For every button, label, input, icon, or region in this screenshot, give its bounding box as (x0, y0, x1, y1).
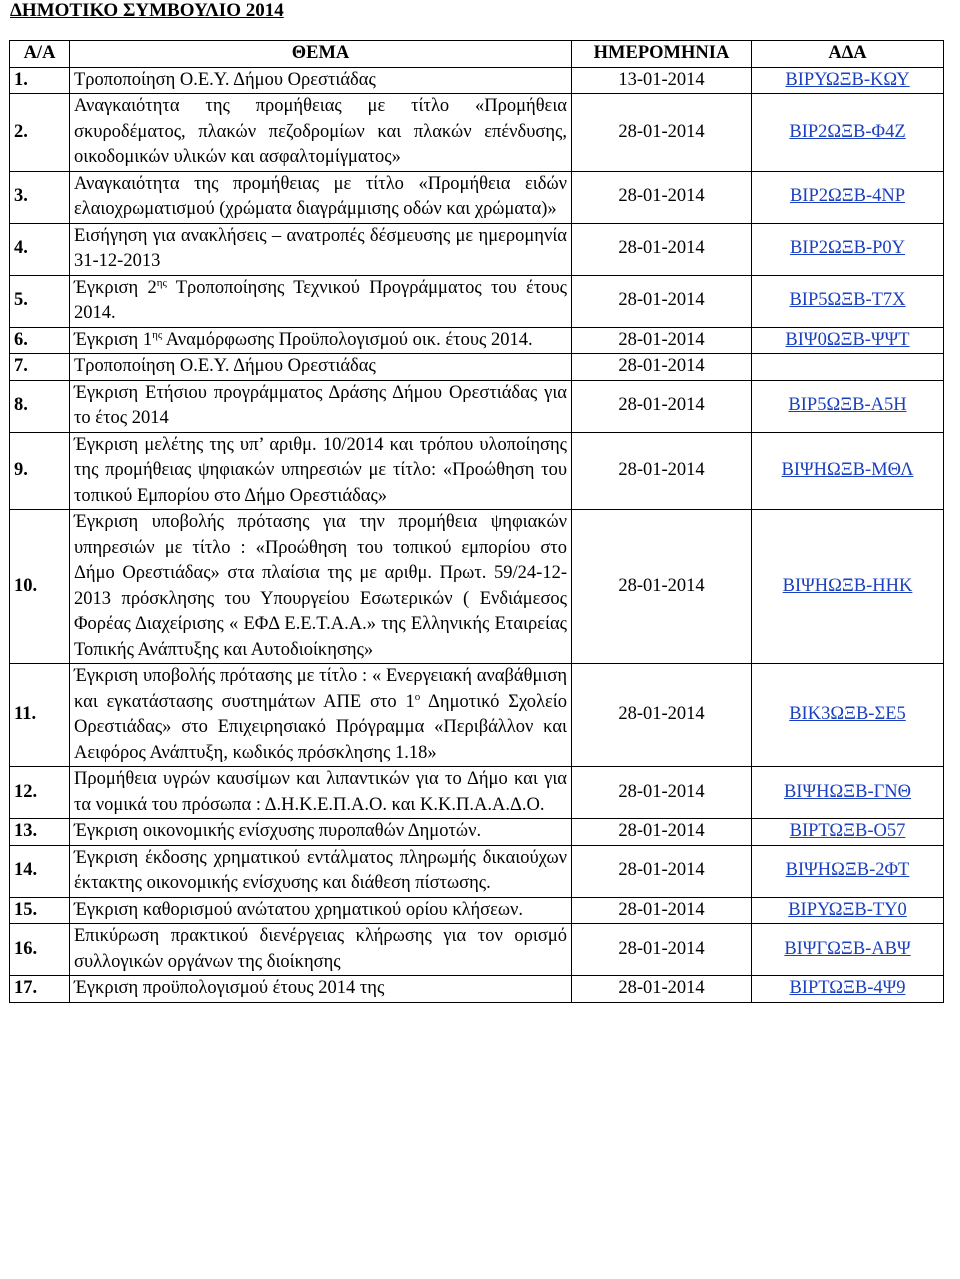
table-row (10, 510, 944, 664)
row-number: 11. (10, 664, 70, 767)
ada-link[interactable]: ΒΙΡΤΩΞΒ-Ο57 (789, 821, 906, 841)
table-row (10, 819, 944, 846)
row-number: 16. (10, 924, 70, 976)
row-number: 12. (10, 767, 70, 819)
row-date: 28-01-2014 (572, 94, 752, 172)
agenda-table (9, 40, 944, 1003)
ada-link[interactable]: ΒΙΨ0ΩΞΒ-ΨΨΤ (785, 329, 910, 350)
row-number: 14. (10, 845, 70, 897)
header-date: ΗΜΕΡΟΜΗΝΙΑ (572, 41, 752, 68)
table-row (10, 171, 944, 223)
row-number: 13. (10, 819, 70, 846)
row-ada-cell (752, 380, 944, 432)
row-number: 7. (10, 354, 70, 381)
topic-text: Τροποποίησης Τεχνικού Προγράμματος του έτους 2014. (74, 277, 567, 323)
table-row (10, 223, 944, 275)
topic-text: Έγκριση υποβολής πρότασης με τίτλο : « Ενεργειακή αναβάθμιση και εγκατάστασης συστημάτων ΑΠΕ στο 1 (74, 666, 567, 712)
ordinal-suffix: ο (414, 690, 421, 703)
row-ada-cell (752, 819, 944, 846)
ada-link[interactable]: ΒΙΨΗΩΞΒ-ΜΘΛ (781, 460, 914, 480)
row-topic: Εισήγηση για ανακλήσεις – ανατροπές δέσμευσης με ημερομηνία 31-12-2013 (70, 223, 572, 275)
row-topic: Έγκριση μελέτης της υπ’ αριθμ. 10/2014 και τρόπου υλοποίησης της προμήθειας ψηφιακών υπηρεσιών με τίτλο: «Προώθηση του τοπικού Εμπορίου στο Δήμο Ορεστιάδας» (70, 432, 572, 510)
row-date: 28-01-2014 (572, 223, 752, 275)
table-row (10, 275, 944, 327)
row-ada-cell (752, 275, 944, 327)
row-date: 28-01-2014 (572, 380, 752, 432)
row-ada-cell (752, 171, 944, 223)
ordinal-suffix: ης (152, 328, 163, 341)
ada-link[interactable]: ΒΙΚ3ΩΞΒ-ΣΕ5 (789, 704, 906, 725)
ada-link[interactable]: ΒΙΡ5ΩΞΒ-Τ7Χ (789, 290, 906, 311)
topic-text: Αναμόρφωσης Προϋπολογισμού οικ. έτους 2014. (162, 329, 533, 350)
ordinal-suffix: ης (156, 276, 167, 289)
row-date: 28-01-2014 (572, 819, 752, 846)
table-row (10, 432, 944, 510)
ada-link[interactable]: ΒΙΡ5ΩΞΒ-Α5Η (788, 395, 907, 416)
row-ada-cell (752, 510, 944, 664)
row-date: 28-01-2014 (572, 924, 752, 976)
row-ada-cell (752, 897, 944, 924)
row-ada-cell (752, 845, 944, 897)
row-date: 28-01-2014 (572, 845, 752, 897)
row-topic: Επικύρωση πρακτικού διενέργειας κλήρωσης για τον ορισμό συλλογικών οργάνων της διοίκησης (70, 924, 572, 976)
ada-link[interactable]: ΒΙΨΗΩΞΒ-2ΦΤ (785, 860, 910, 881)
table-row (10, 664, 944, 767)
row-number: 4. (10, 223, 70, 275)
row-topic (70, 275, 572, 327)
row-number: 15. (10, 897, 70, 924)
row-topic: Έγκριση οικονομικής ενίσχυσης πυροπαθών Δημοτών. (70, 819, 572, 846)
topic-text: Έγκριση 2 (74, 277, 157, 298)
ada-link[interactable]: ΒΙΨΗΩΞΒ-ΗΗΚ (782, 575, 913, 596)
header-aa: Α/Α (10, 41, 70, 68)
row-date: 28-01-2014 (572, 767, 752, 819)
row-number: 2. (10, 94, 70, 172)
row-ada-cell (752, 327, 944, 354)
table-row (10, 897, 944, 924)
row-date: 28-01-2014 (572, 432, 752, 510)
row-topic: Έγκριση καθορισμού ανώτατου χρηματικού ορίου κλήσεων. (70, 897, 572, 924)
row-topic: Έγκριση υποβολής πρότασης για την προμήθεια ψηφιακών υπηρεσιών με τίτλο : «Προώθηση του τοπικού εμπορίου στο Δήμο Ορεστιάδας» στα πλαίσια της με αριθμ. Πρωτ. 59/24-12-2013 πρόσκλησης του Υπουργείου Εσωτερικών ( Ενδιάμεσος Φορέας Διαχείρισης « ΕΦΔ Ε.Ε.Τ.Α.Α.» της Ελληνικής Εταιρείας Τοπικής Ανάπτυξης και Αυτοδιοίκησης» (70, 510, 572, 664)
row-date: 28-01-2014 (572, 897, 752, 924)
row-ada-cell (752, 767, 944, 819)
row-ada-cell (752, 432, 944, 510)
table-header-row (10, 41, 944, 68)
row-topic: Έγκριση έκδοσης χρηματικού εντάλματος πληρωμής δικαιούχων έκτακτης οικονομικής ενίσχυσης και διάθεση πίστωσης. (70, 845, 572, 897)
table-row (10, 976, 944, 1003)
row-topic: Αναγκαιότητα της προμήθειας με τίτλο «Προμήθεια σκυροδέματος, πλακών πεζοδρομίων και πλακών επένδυσης, οικοδομικών υλικών και ασφαλτομίγματος» (70, 94, 572, 172)
table-row (10, 327, 944, 354)
row-number: 1. (10, 67, 70, 94)
table-row (10, 845, 944, 897)
row-number: 6. (10, 327, 70, 354)
table-row (10, 354, 944, 381)
row-topic: Έγκριση προϋπολογισμού έτους 2014 της (70, 976, 572, 1003)
ada-link[interactable]: ΒΙΡ2ΩΞΒ-Φ4Ζ (789, 121, 906, 142)
row-ada-cell (752, 664, 944, 767)
row-topic: Έγκριση Ετήσιου προγράμματος Δράσης Δήμου Ορεστιάδας για το έτος 2014 (70, 380, 572, 432)
row-date: 28-01-2014 (572, 171, 752, 223)
row-number: 5. (10, 275, 70, 327)
row-number: 8. (10, 380, 70, 432)
row-date: 13-01-2014 (572, 67, 752, 94)
table-row (10, 380, 944, 432)
row-number: 9. (10, 432, 70, 510)
row-ada-cell (752, 924, 944, 976)
row-date: 28-01-2014 (572, 976, 752, 1003)
table-row (10, 94, 944, 172)
row-topic: Αναγκαιότητα της προμήθειας με τίτλο «Προμήθεια ειδών ελαιοχρωματισμού (χρώματα διαγράμμισης οδών και χρώματα)» (70, 171, 572, 223)
header-topic: ΘΕΜΑ (70, 41, 572, 68)
row-date: 28-01-2014 (572, 327, 752, 354)
topic-text: Έγκριση 1 (74, 329, 153, 350)
row-ada-cell (752, 354, 944, 381)
header-ada: ΑΔΑ (752, 41, 944, 68)
row-topic: Τροποποίηση Ο.Ε.Υ. Δήμου Ορεστιάδας (70, 67, 572, 94)
row-date: 28-01-2014 (572, 354, 752, 381)
row-number: 10. (10, 510, 70, 664)
topic-text: Δημοτικό Σχολείο Ορεστιάδας» στο Επιχειρησιακό Πρόγραμμα «Περιβάλλον και Αειφόρος Ανάπτυξη, κωδικός πρόσκλησης 1.18» (74, 691, 567, 763)
ada-link[interactable]: ΒΙΨΗΩΞΒ-ΓΝΘ (783, 781, 912, 802)
row-topic (70, 327, 572, 354)
row-date: 28-01-2014 (572, 275, 752, 327)
ada-link[interactable]: ΒΙΡ2ΩΞΒ-Ρ0Υ (789, 238, 906, 259)
row-topic: Τροποποίηση Ο.Ε.Υ. Δήμου Ορεστιάδας (70, 354, 572, 381)
table-row (10, 67, 944, 94)
row-date: 28-01-2014 (572, 510, 752, 664)
ada-link[interactable]: ΒΙΡ2ΩΞΒ-4ΝΡ (789, 186, 906, 207)
row-date: 28-01-2014 (572, 664, 752, 767)
ada-link[interactable]: ΒΙΡΥΩΞΒ-ΚΩΥ (785, 69, 910, 90)
row-ada-cell (752, 94, 944, 172)
row-number: 17. (10, 976, 70, 1003)
row-number: 3. (10, 171, 70, 223)
ada-link[interactable]: ΒΙΨΓΩΞΒ-ΑΒΨ (784, 938, 911, 959)
table-row (10, 767, 944, 819)
ada-link[interactable]: ΒΙΡΥΩΞΒ-ΤΥ0 (788, 899, 907, 920)
row-topic (70, 664, 572, 767)
row-topic: Προμήθεια υγρών καυσίμων και λιπαντικών για το Δήμο και για τα νομικά του πρόσωπα : Δ.Η.Κ.Ε.Π.Α.Ο. και Κ.Κ.Π.Α.Α.Δ.Ο. (70, 767, 572, 819)
ada-link[interactable]: ΒΙΡΤΩΞΒ-4Ψ9 (789, 978, 906, 998)
page-heading: ΔΗΜΟΤΙΚΟ ΣΥΜΒΟΥΛΙΟ 2014 (10, 0, 284, 21)
row-ada-cell (752, 976, 944, 1003)
row-ada-cell (752, 223, 944, 275)
table-row (10, 924, 944, 976)
row-ada-cell (752, 67, 944, 94)
